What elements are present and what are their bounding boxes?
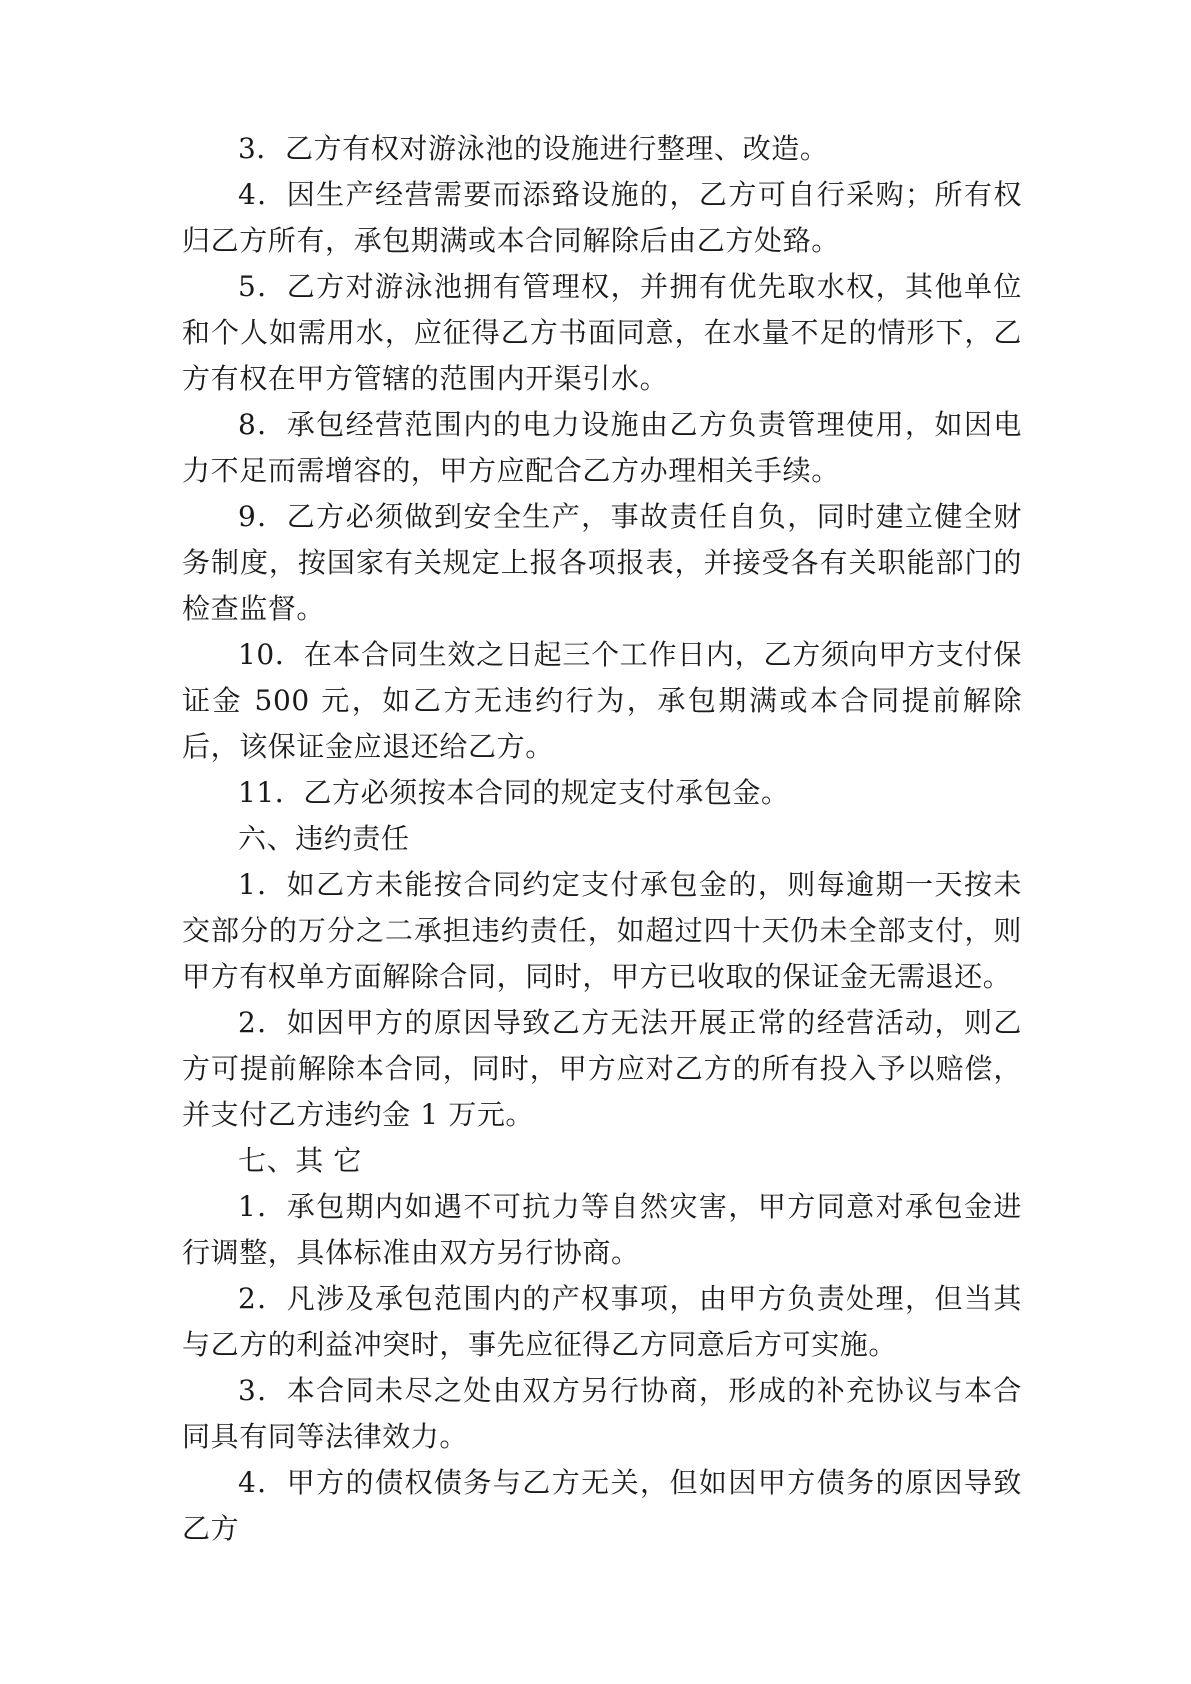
clause-10-deposit: 10．在本合同生效之日起三个工作日内，乙方须向甲方支付保证金 500 元，如乙方无违约行为，承包期满或本合同提前解除后，该保证金应退还给乙方。	[182, 638, 1022, 763]
liability-clause-1: 1．如乙方未能按合同约定支付承包金的，则每逾期一天按未交部分的万分之二承担违约责任，如超过四十天仍未全部支付，则甲方有权单方面解除合同，同时，甲方已收取的保证金无需退还。	[182, 868, 1022, 993]
liability-clause-2: 2．如因甲方的原因导致乙方无法开展正常的经营活动，则乙方可提前解除本合同，同时，甲方应对乙方的所有投入予以赔偿，并支付乙方违约金 1 万元。	[182, 1006, 1022, 1131]
other-clause-2: 2．凡涉及承包范围内的产权事项，由甲方负责处理，但当其与乙方的利益冲突时，事先应征得乙方同意后方可实施。	[182, 1282, 1022, 1361]
clause-11-payment: 11．乙方必须按本合同的规定支付承包金。	[238, 776, 790, 809]
section-heading-other: 七、其 它	[238, 1144, 362, 1177]
clause-3-renovation: 3．乙方有权对游泳池的设施进行整理、改造。	[238, 132, 829, 165]
other-clause-4: 4．甲方的债权债务与乙方无关，但如因甲方债务的原因导致乙方	[182, 1466, 1022, 1545]
section-heading-liability: 六、违约责任	[238, 822, 410, 855]
clause-5-water-rights: 5．乙方对游泳池拥有管理权，并拥有优先取水权，其他单位和个人如需用水，应征得乙方书面同意，在水量不足的情形下，乙方有权在甲方管辖的范围内开渠引水。	[182, 270, 1022, 395]
clause-9-safety: 9．乙方必须做到安全生产，事故责任自负，同时建立健全财务制度，按国家有关规定上报各项报表，并接受各有关职能部门的检查监督。	[182, 500, 1022, 625]
other-clause-1: 1．承包期内如遇不可抗力等自然灾害，甲方同意对承包金进行调整，具体标准由双方另行协商。	[182, 1190, 1022, 1269]
clause-4-facilities: 4．因生产经营需要而添臵设施的，乙方可自行采购；所有权归乙方所有，承包期满或本合同解除后由乙方处臵。	[182, 178, 1022, 257]
clause-8-power-facilities: 8．承包经营范围内的电力设施由乙方负责管理使用，如因电力不足而需增容的，甲方应配合乙方办理相关手续。	[182, 408, 1022, 487]
other-clause-3: 3．本合同未尽之处由双方另行协商，形成的补充协议与本合同具有同等法律效力。	[182, 1374, 1022, 1453]
document-page	[182, 126, 1022, 1552]
